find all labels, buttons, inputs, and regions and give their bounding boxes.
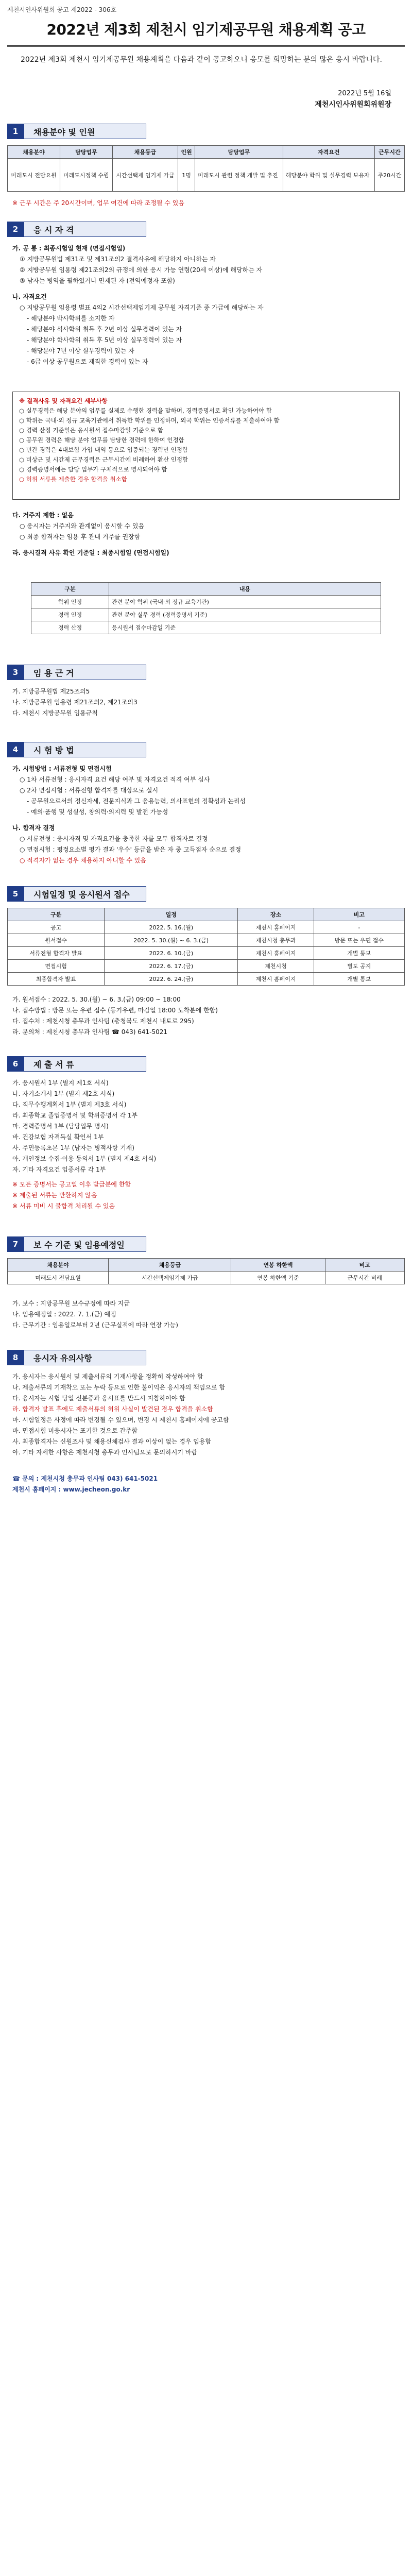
table-cell: 미래도시 전담요원 [8, 1272, 109, 1284]
section-label: 제 출 서 류 [24, 1056, 146, 1072]
list-item: 다. 직무수행계획서 1부 (별지 제3호 서식) [12, 1101, 127, 1108]
list-item: 라. 최종학교 졸업증명서 및 학위증명서 각 1부 [12, 1112, 138, 1119]
list-item: 나. 접수방법 : 방문 또는 우편 접수 (등기우편, 마감일 18:00 도착분에 한함) [12, 1007, 218, 1014]
col-date: 일정 [105, 908, 238, 921]
note-line: ※ 근무 시간은 주 20시간이며, 업무 여건에 따라 조정될 수 있음 [12, 199, 184, 207]
table-cell: 제천시 홈페이지 [238, 921, 314, 934]
col-count: 인원 [178, 146, 195, 159]
table-cell: 시간선택제임기제 가급 [109, 1272, 231, 1284]
list-item: - 해당분야 박사학위를 소지한 자 [27, 315, 115, 322]
list-item: ① 지방공무원법 제31조 및 제31조의2 결격사유에 해당하지 아니하는 자 [20, 256, 216, 263]
table-cell: 제천시 홈페이지 [238, 947, 314, 960]
table-cell: 주20시간 [374, 159, 404, 192]
list-item: ○ 1차 서류전형 : 응시자격 요건 해당 여부 및 자격요건 적격 여부 심사 [20, 776, 210, 783]
section-label: 시험일정 및 응시원서 접수 [24, 886, 146, 902]
table-cell: 제천시청 총무과 [238, 934, 314, 947]
list-item: ○ 경력 산정 기준일은 응시원서 접수마감일 기준으로 함 [19, 427, 164, 434]
col-remark: 비고 [314, 908, 404, 921]
table-cell: 근무시간 비례 [325, 1272, 404, 1284]
table-cell: 학위 인정 [31, 596, 109, 608]
note-line: ※ 서류 미비 시 불합격 처리될 수 있음 [12, 1202, 115, 1210]
table-header-row [8, 1259, 405, 1272]
table-cell: - [314, 921, 404, 934]
col-task: 담당업무 [195, 146, 283, 159]
table-cell: 2022. 5. 30.(월) ~ 6. 3.(금) [105, 934, 238, 947]
table-cell: 경력 인정 [31, 608, 109, 621]
section-7-header [7, 1236, 146, 1252]
sub-heading: 가. 시험방법 : 서류전형 및 면접시험 [12, 765, 112, 772]
sub-heading: 다. 거주지 제한 : 없음 [12, 512, 74, 519]
section-number: 3 [7, 665, 24, 680]
applicant-notices [12, 1371, 399, 1458]
table-row [8, 921, 405, 934]
table-cell: 미래도시정책 수립 [60, 159, 112, 192]
col-place: 장소 [238, 908, 314, 921]
table-row [31, 596, 381, 608]
table-header-row [31, 583, 381, 596]
table-cell: 방문 또는 우편 접수 [314, 934, 404, 947]
footer-contact [12, 1473, 399, 1495]
table-cell: 시간선택제 임기제 가급 [112, 159, 178, 192]
list-item: ○ 경력증명서에는 담당 업무가 구체적으로 명시되어야 함 [19, 466, 167, 473]
col-grade: 채용등급 [112, 146, 178, 159]
intro-text: 2022년 제3회 제천시 임기제공무원 채용계획을 다음과 같이 공고하오니 응모를 희망하는 분의 많은 응시 바랍니다. [21, 56, 382, 64]
list-item: 나. 지방공무원 임용령 제21조의2, 제21조의3 [12, 699, 138, 706]
list-item: 마. 경력증명서 1부 (담당업무 명시) [12, 1123, 109, 1130]
list-item: 아. 기타 자세한 사항은 제천시청 총무과 인사팀으로 문의하시기 바람 [12, 1449, 197, 1456]
note-line: ※ 제출된 서류는 반환하지 않음 [12, 1192, 97, 1199]
list-item: 가. 응시원서 1부 (별지 제1호 서식) [12, 1079, 109, 1087]
list-item: 사. 주민등록초본 1부 (남자는 병적사항 기재) [12, 1144, 134, 1151]
list-item: 라. 합격자 발표 후에도 제출서류의 허위 사실이 발견된 경우 합격을 취소함 [12, 1405, 213, 1413]
list-item: ○ 면접시험 : 평정요소별 평가 결과 '우수' 등급을 받은 자 중 고득점자 순으로 결정 [20, 846, 242, 853]
list-item: ○ 응시자는 거주지와 관계없이 응시할 수 있음 [20, 522, 145, 530]
list-item: ② 지방공무원 임용령 제21조의2의 규정에 의한 응시 가능 연령(20세 이상)에 해당하는 자 [20, 266, 263, 274]
table-cell: 제천시청 [238, 960, 314, 973]
eligibility-residence [12, 510, 399, 558]
table-row [8, 960, 405, 973]
table-row [8, 947, 405, 960]
section-number: 4 [7, 742, 24, 757]
list-item: 가. 보수 : 지방공무원 보수규정에 따라 지급 [12, 1300, 130, 1307]
list-item: - 해당분야 7년 이상 실무경력이 있는 자 [27, 347, 134, 354]
list-item: 바. 건강보험 자격득실 확인서 1부 [12, 1133, 104, 1141]
issuing-organization: 제천시인사위원회위원장 [315, 100, 391, 109]
box-heading: ※ 결격사유 및 자격요건 세부사항 [19, 397, 108, 404]
list-item: ○ 비상근 및 시간제 근무경력은 근무시간에 비례하여 환산 인정함 [19, 456, 188, 463]
list-item: 사. 최종합격자는 신원조사 및 채용신체검사 결과 이상이 없는 경우 임용함 [12, 1438, 211, 1445]
table-cell: 원서접수 [8, 934, 105, 947]
section-label: 임 용 근 거 [24, 665, 146, 680]
note-line: ※ 모든 증명서는 공고일 이후 발급분에 한함 [12, 1181, 131, 1188]
required-documents [12, 1078, 399, 1212]
notice-number: 제천시인사위원회 공고 제2022 - 306호 [7, 6, 117, 13]
sub-heading: 나. 자격요건 [12, 293, 47, 300]
section-5-header [7, 886, 146, 902]
website-line: 제천시 홈페이지 : www.jecheon.go.kr [12, 1486, 130, 1493]
col-remark: 비고 [325, 1259, 404, 1272]
schedule-table [7, 908, 405, 986]
list-item: ③ 남자는 병역을 필하였거나 면제된 자 (전역예정자 포함) [20, 277, 175, 284]
table-row [8, 159, 405, 192]
table-cell: 관련 분야 실무 경력 (경력증명서 기준) [109, 608, 381, 621]
section-number: 5 [7, 886, 24, 902]
list-item: - 예의·품행 및 성실성, 창의력·의지력 및 발전 가능성 [27, 808, 168, 816]
list-item: 나. 제출서류의 기재착오 또는 누락 등으로 인한 불이익은 응시자의 책임으로 함 [12, 1384, 225, 1391]
table-cell: 2022. 6. 17.(금) [105, 960, 238, 973]
col-field: 채용분야 [8, 146, 60, 159]
col-category: 구분 [31, 583, 109, 596]
section-8-header [7, 1350, 146, 1365]
list-item: 나. 자기소개서 1부 (별지 제2호 서식) [12, 1090, 115, 1097]
list-item: ○ 허위 서류를 제출한 경우 합격을 취소함 [19, 476, 127, 483]
table-cell: 미래도시 전담요원 [8, 159, 60, 192]
title-divider [7, 45, 405, 47]
col-hours: 근무시간 [374, 146, 404, 159]
section-label: 채용분야 및 인원 [24, 124, 146, 139]
list-item: 다. 제천시 지방공무원 임용규칙 [12, 709, 98, 717]
list-item: 다. 근무기간 : 임용일로부터 2년 (근무실적에 따라 연장 가능) [12, 1321, 178, 1329]
table-cell: 최종합격자 발표 [8, 973, 105, 986]
table-cell: 제천시 홈페이지 [238, 973, 314, 986]
col-grade: 채용등급 [109, 1259, 231, 1272]
list-item: - 공무원으로서의 정신자세, 전문지식과 그 응용능력, 의사표현의 정확성과 논리성 [27, 798, 246, 805]
recruit-note [12, 198, 399, 209]
exam-method [12, 764, 399, 866]
list-item: 바. 면접시험 미응시자는 포기한 것으로 간주함 [12, 1427, 138, 1434]
table-cell: 2022. 5. 16.(월) [105, 921, 238, 934]
list-item: 라. 문의처 : 제천시청 총무과 인사팀 ☎ 043) 641-5021 [12, 1028, 167, 1036]
list-item: - 6급 이상 공무원으로 재직한 경력이 있는 자 [27, 358, 148, 365]
table-cell: 해당분야 학위 및 실무경력 보유자 [283, 159, 374, 192]
table-cell: 연봉 하한액 기준 [231, 1272, 325, 1284]
table-cell: 경력 산정 [31, 621, 109, 634]
section-number: 1 [7, 124, 24, 139]
table-header-row [8, 146, 405, 159]
eligibility-table [31, 582, 381, 634]
table-cell: 2022. 6. 24.(금) [105, 973, 238, 986]
salary-table [7, 1258, 405, 1284]
col-duty: 담당업무 [60, 146, 112, 159]
list-item: ○ 2차 면접시험 : 서류전형 합격자를 대상으로 실시 [20, 787, 159, 794]
table-cell: 관련 분야 학위 (국내·외 정규 교육기관) [109, 596, 381, 608]
list-item: ○ 학위는 국내·외 정규 교육기관에서 취득한 학위를 인정하며, 외국 학위는 인증서류를 제출하여야 함 [19, 417, 280, 424]
table-cell: 개별 통보 [314, 947, 404, 960]
table-row [31, 621, 381, 634]
section-label: 시 험 방 법 [24, 742, 146, 757]
list-item: ○ 지방공무원 임용령 별표 4의2 시간선택제임기제 공무원 자격기준 중 가급에 해당하는 자 [20, 304, 264, 311]
table-header-row [8, 908, 405, 921]
col-field: 채용분야 [8, 1259, 109, 1272]
list-item: 자. 기타 자격요건 입증서류 각 1부 [12, 1166, 106, 1173]
section-2-header [7, 222, 146, 237]
list-item: - 해당분야 학사학위 취득 후 5년 이상 실무경력이 있는 자 [27, 336, 182, 344]
notice-date: 2022년 5월 16일 [338, 90, 391, 97]
table-cell: 서류전형 합격자 발표 [8, 947, 105, 960]
section-label: 보 수 기준 및 임용예정일 [24, 1236, 146, 1252]
list-item: 다. 접수처 : 제천시청 총무과 인사팀 (충청북도 제천시 내토로 295) [12, 1018, 194, 1025]
section-label: 응시자 유의사항 [24, 1350, 146, 1365]
table-cell: 공고 [8, 921, 105, 934]
list-item: 가. 지방공무원법 제25조의5 [12, 688, 90, 695]
col-salary: 연봉 하한액 [231, 1259, 325, 1272]
section-3-header [7, 665, 146, 680]
table-row [31, 608, 381, 621]
list-item: 다. 응시자는 시험 당일 신분증과 응시표를 반드시 지참하여야 함 [12, 1395, 185, 1402]
sub-heading: 나. 합격자 결정 [12, 824, 55, 832]
section-1-header [7, 124, 146, 139]
col-qualification: 자격요건 [283, 146, 374, 159]
table-cell: 1명 [178, 159, 195, 192]
table-row [8, 934, 405, 947]
qualification-detail-box [12, 392, 400, 500]
section-number: 2 [7, 222, 24, 237]
table-cell: 개별 통보 [314, 973, 404, 986]
section-number: 7 [7, 1236, 24, 1252]
list-item: - 해당분야 석사학위 취득 후 2년 이상 실무경력이 있는 자 [27, 326, 182, 333]
col-content: 내용 [109, 583, 381, 596]
list-item: ○ 공무원 경력은 해당 분야 업무를 담당한 경력에 한하여 인정함 [19, 436, 184, 444]
table-cell: 2022. 6. 10.(금) [105, 947, 238, 960]
list-item: 마. 시험일정은 사정에 따라 변경될 수 있으며, 변경 시 제천시 홈페이지에 공고함 [12, 1416, 229, 1423]
section-number: 6 [7, 1056, 24, 1072]
list-item: 가. 원서접수 : 2022. 5. 30.(월) ~ 6. 3.(금) 09:00 ~ 18:00 [12, 996, 181, 1003]
salary-info [12, 1298, 399, 1331]
list-item: ○ 실무경력은 해당 분야의 업무를 실제로 수행한 경력을 말하며, 경력증명서로 확인 가능하여야 함 [19, 407, 272, 414]
table-row [8, 1272, 405, 1284]
table-cell: 미래도시 관련 정책 개발 및 추진 [195, 159, 283, 192]
section-6-header [7, 1056, 146, 1072]
list-item: 아. 개인정보 수집·이용 동의서 1부 (별지 제4호 서식) [12, 1155, 157, 1162]
table-cell: 응시원서 접수마감일 기준 [109, 621, 381, 634]
section-label: 응 시 자 격 [24, 222, 146, 237]
table-row [8, 973, 405, 986]
eligibility-common [12, 243, 399, 367]
list-item: ○ 최종 합격자는 임용 후 관내 거주를 권장함 [20, 533, 141, 540]
legal-basis [12, 686, 399, 719]
sub-heading: 라. 응시결격 사유 확인 기준일 : 최종시험일 (면접시험일) [12, 549, 169, 556]
list-item: 가. 응시자는 응시원서 및 제출서류의 기재사항을 정확히 작성하여야 함 [12, 1373, 203, 1380]
page-title: 2022년 제3회 제천시 임기제공무원 채용계획 공고 [46, 21, 366, 38]
section-4-header [7, 742, 146, 757]
col-stage: 구분 [8, 908, 105, 921]
sub-heading: 가. 공 통 : 최종시험일 현재 (면접시험일) [12, 245, 126, 252]
list-item: 나. 임용예정일 : 2022. 7. 1.(금) 예정 [12, 1311, 116, 1318]
list-item: ○ 서류전형 : 응시자격 및 자격요건을 충족한 자를 모두 합격자로 결정 [20, 835, 208, 842]
list-item: ○ 적격자가 없는 경우 채용하지 아니할 수 있음 [20, 857, 146, 864]
table-cell: 면접시험 [8, 960, 105, 973]
table-cell: 별도 공지 [314, 960, 404, 973]
recruit-table [7, 145, 405, 192]
contact-line: ☎ 문의 : 제천시청 총무과 인사팀 043) 641-5021 [12, 1475, 158, 1482]
section-number: 8 [7, 1350, 24, 1365]
list-item: ○ 민간 경력은 4대보험 가입 내역 등으로 입증되는 경력만 인정함 [19, 446, 188, 453]
application-info [12, 994, 399, 1038]
